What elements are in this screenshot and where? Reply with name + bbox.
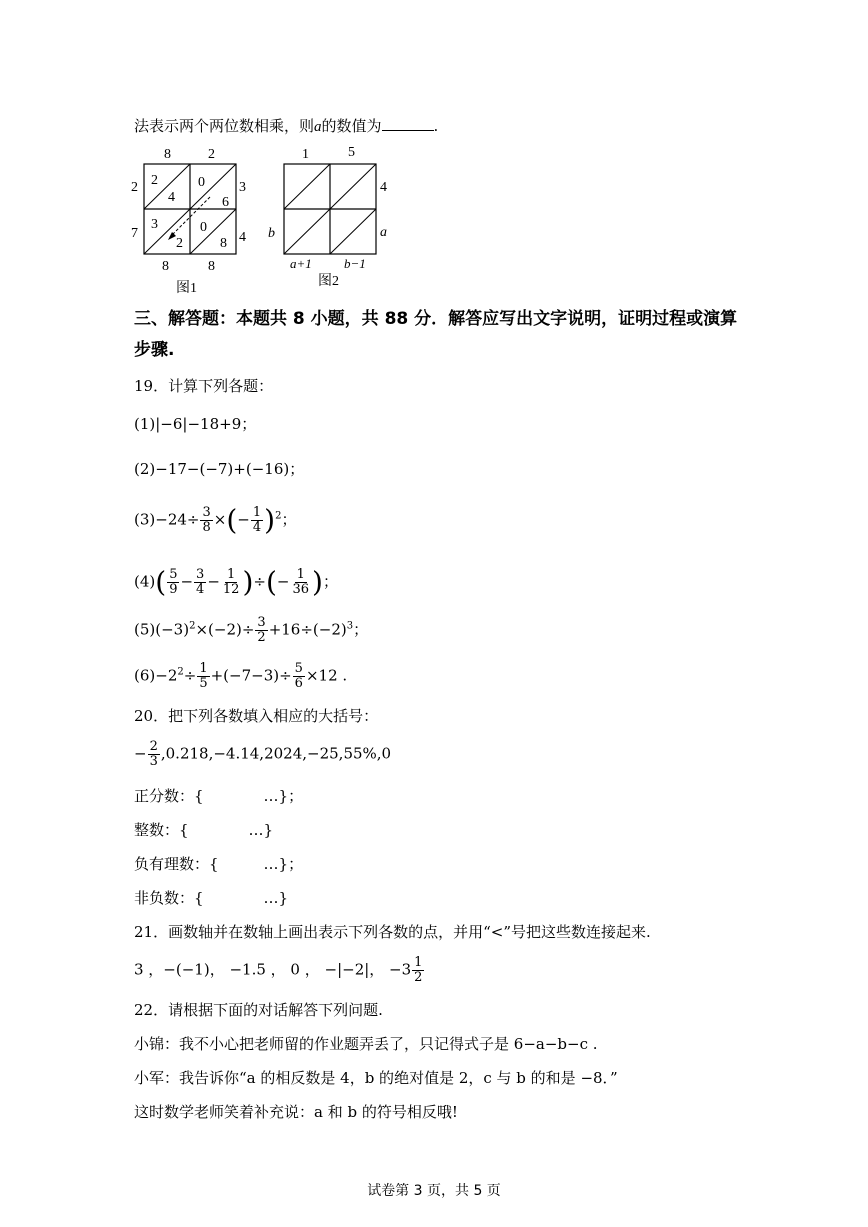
q20-integers: 整数：{ …}	[134, 821, 274, 839]
q19-part6: $(6)-2^2\div$ $\frac{1}{5}$ +(−7−3)÷ $\frac{5}{6}$ ×12 .	[134, 661, 348, 691]
fig1-right-1: 4	[239, 230, 246, 245]
page-footer: 试卷第 3 页，共 5 页	[367, 1183, 501, 1199]
fig1-bottom-1: 8	[208, 259, 215, 274]
fig1-right-0: 3	[239, 180, 246, 195]
intro-end: .	[433, 117, 439, 135]
fig2-top-0: 1	[302, 147, 309, 162]
fig1-cell-3b: 8	[220, 236, 227, 251]
figure-2-lattice	[264, 140, 404, 298]
q20-numbers: − $\frac{2}{3}$ ,0.218,−4.14,2024,−25,55%,0	[134, 739, 392, 769]
fig1-top-0: 8	[164, 147, 171, 162]
intro-line	[134, 116, 438, 137]
q22-title: 22．请根据下面的对话解答下列问题.	[134, 1001, 383, 1019]
fig1-cell-3a: 0	[200, 220, 207, 235]
q19-title: 19．计算下列各题：	[134, 377, 274, 395]
q19-part5: $(5)(-3)^2\times(-2)\div$ $\frac{3}{2}$ $+16\div(-2)^3$；	[134, 615, 369, 645]
fig2-right-0: 4	[380, 180, 387, 195]
q22-line3: 这时数学老师笑着补充说：a 和 b 的符号相反哦!	[134, 1103, 458, 1121]
fig2-caption: 图2	[318, 274, 339, 289]
fig1-cell-1a: 0	[198, 175, 205, 190]
q19-part2: (2)−17−(−7)+(−16)；	[134, 460, 305, 478]
intro-suffix: 的数值为	[321, 117, 382, 135]
fig2-left: b	[268, 226, 275, 241]
answer-blank[interactable]	[382, 116, 434, 131]
fig2-bottom-1: b−1	[344, 256, 366, 271]
q19-p3-label: (3)−24÷	[134, 510, 200, 529]
intro-var: a	[314, 119, 322, 135]
fig1-cell-0b: 4	[168, 190, 175, 205]
q20-non-negatives: 非负数：{ …}	[134, 889, 289, 907]
section-heading-line2: 步骤.	[134, 340, 175, 360]
q22-line2: 小军：我告诉你“a 的相反数是 4，b 的绝对值是 2，c 与 b 的和是 −8．”	[134, 1069, 618, 1087]
fig1-top-1: 2	[208, 147, 215, 162]
fig1-cell-1b: 6	[222, 195, 229, 210]
intro-prefix: 法表示两个两位数相乘，则	[134, 117, 315, 135]
fig1-cell-2a: 3	[151, 217, 158, 232]
q20-title: 20．把下列各数填入相应的大括号：	[134, 707, 379, 725]
fig1-cell-2b: 2	[176, 236, 183, 251]
q19-part4: (4)( $\frac{5}{9}$ − $\frac{3}{4}$ − $\frac{1}{12}$ )÷(− $\frac{1}{36}$ )；	[134, 565, 338, 599]
q19-p3-frac2: $\frac{1}{4}$	[252, 505, 262, 535]
section-heading-line1: 三、解答题：本题共 8 小题，共 88 分．解答应写出文字说明，证明过程或演算	[134, 309, 738, 329]
q22-line1: 小锦：我不小心把老师留的作业题弄丢了，只记得式子是 6−a−b−c .	[134, 1035, 598, 1053]
q19-part3: (3)−24÷ $\frac{3}{8}$ ×(− $\frac{1}{4}$ )$^2$；	[134, 503, 297, 537]
fig2-right-1: a	[380, 225, 387, 240]
fig1-left-1: 7	[131, 226, 138, 241]
fig1-caption: 图1	[176, 281, 197, 296]
fig1-cell-0a: 2	[151, 173, 158, 188]
q21-title: 21．画数轴并在数轴上画出表示下列各数的点，并用“<”号把这些数连接起来.	[134, 923, 651, 941]
fig1-left-0: 2	[131, 180, 138, 195]
q21-numbers: 3 ，−(−1)， −1.5 ， 0 ， −|−2|， −3 $\frac{1}{2}$	[134, 955, 423, 985]
fig2-top-1: 5	[348, 145, 355, 160]
q20-negative-rationals: 负有理数：{ …}；	[134, 855, 304, 873]
q20-positive-fractions: 正分数：{ …}；	[134, 787, 304, 805]
fig1-bottom-0: 8	[162, 259, 169, 274]
q19-part1: (1)|−6|−18+9；	[134, 415, 257, 433]
figure-1-lattice	[126, 140, 256, 298]
fig2-bottom-0: a+1	[290, 256, 312, 271]
q19-p3-frac1: $\frac{3}{8}$	[202, 505, 211, 535]
